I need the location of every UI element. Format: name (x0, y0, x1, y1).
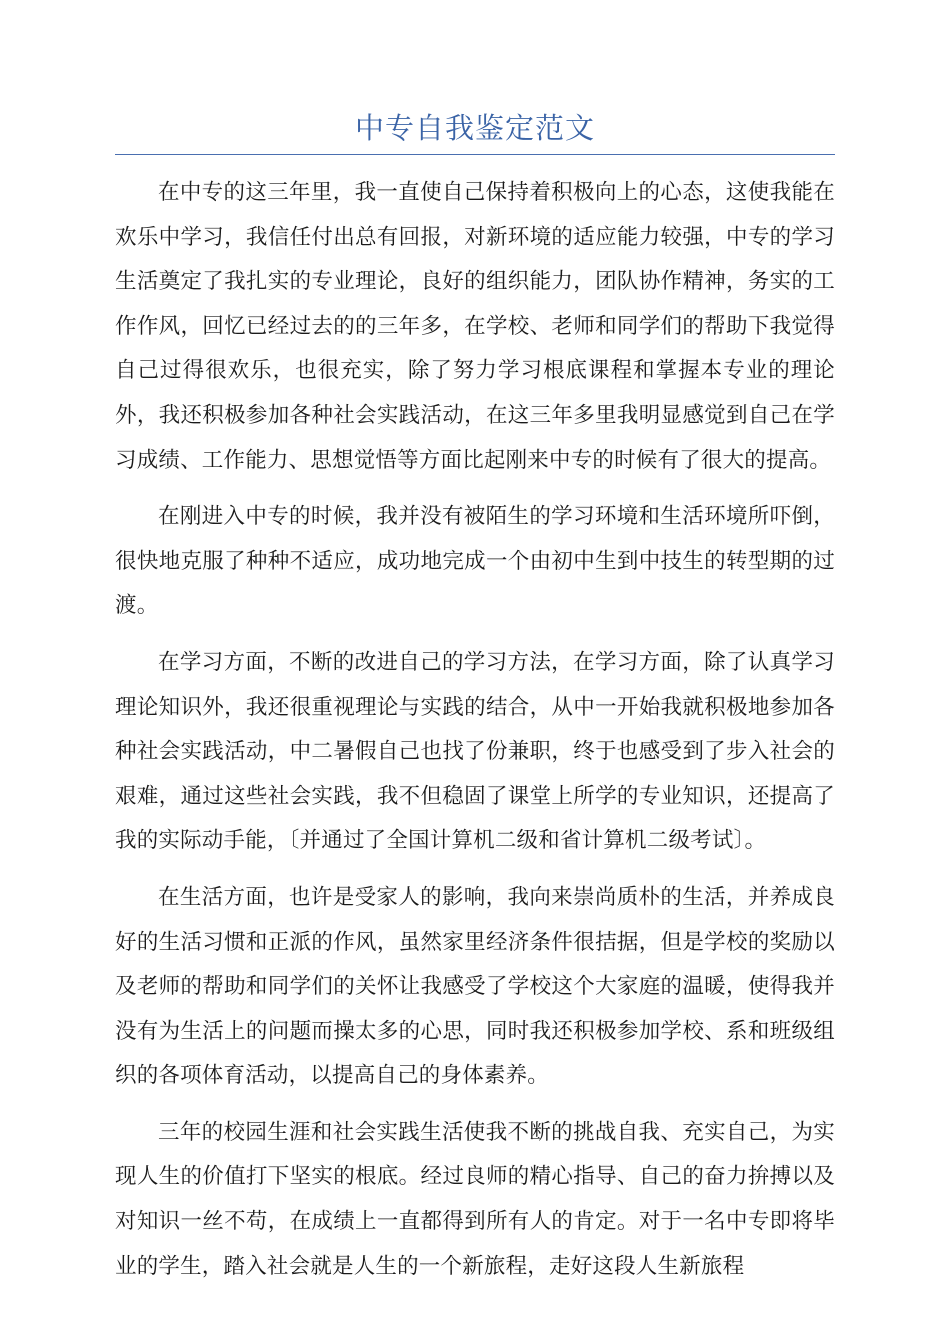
paragraph-4: 在生活方面，也许是受家人的影响，我向来崇尚质朴的生活，并养成良好的生活习惯和正派的作风，虽然家里经济条件很拮据，但是学校的奖励以及老师的帮助和同学们的关怀让我感受了学校这个大家庭的温暖，使得我并没有为生活上的问题而操太多的心思，同时我还积极参加学校、系和班级组织的各项体育活动，以提高自己的身体素养。 (115, 884, 835, 1089)
document-body (115, 171, 835, 1301)
paragraph-5: 三年的校园生涯和社会实践生活使我不断的挑战自我、充实自己，为实现人生的价值打下坚实的根底。经过良师的精心指导、自己的奋力拚搏以及对知识一丝不苟，在成绩上一直都得到所有人的肯定。对于一名中专即将毕业的学生，踏入社会就是人生的一个新旅程，走好这段人生新旅程 (115, 1119, 835, 1279)
paragraph-1: 在中专的这三年里，我一直使自己保持着积极向上的心态，这使我能在欢乐中学习，我信任付出总有回报，对新环境的适应能力较强，中专的学习生活奠定了我扎实的专业理论，良好的组织能力，团队协作精神，务实的工作作风，回忆已经过去的的三年多，在学校、老师和同学们的帮助下我觉得自己过得很欢乐，也很充实，除了努力学习根底课程和掌握本专业的理论外，我还积极参加各种社会实践活动，在这三年多里我明显感觉到自己在学习成绩、工作能力、思想觉悟等方面比起刚来中专的时候有了很大的提高。 (115, 180, 835, 473)
paragraph-2: 在刚进入中专的时候，我并没有被陌生的学习环境和生活环境所吓倒，很快地克服了种种不适应，成功地完成一个由初中生到中技生的转型期的过渡。 (115, 504, 835, 619)
paragraph-3: 在学习方面，不断的改进自己的学习方法，在学习方面，除了认真学习理论知识外，我还很重视理论与实践的结合，从中一开始我就积极地参加各种社会实践活动，中二暑假自己也找了份兼职，终于也感受到了步入社会的艰难，通过这些社会实践，我不但稳固了课堂上所学的专业知识，还提高了我的实际动手能，〔并通过了全国计算机二级和省计算机二级考试〕。 (115, 649, 835, 854)
title-underline (115, 154, 835, 155)
document-title: 中专自我鉴定范文 (354, 111, 595, 145)
